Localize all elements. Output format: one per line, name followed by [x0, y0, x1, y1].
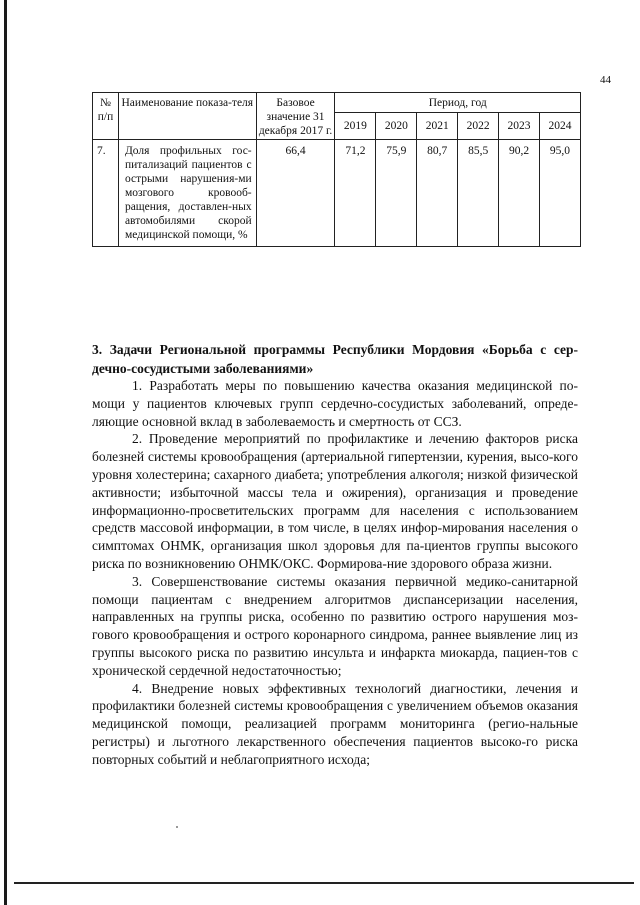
cell-year-value: 71,2	[335, 140, 376, 247]
cell-year-value: 95,0	[539, 140, 580, 247]
paragraph: 4. Внедрение новых эффективных технологий диагностики, лечения и профилактики болезней системы кровообращения с увеличением объемов оказания медицинской помощи, реализацией программ мониторинга (регио-нальные регистры) и льготного лекарственного обеспечения пациентов высоко-го риска повторных событий и неблагоприятного исхода;	[92, 680, 578, 767]
scan-edge-left	[4, 0, 7, 905]
cell-year-value: 90,2	[499, 140, 540, 247]
indicator-table	[92, 92, 581, 247]
cell-no: 7.	[93, 140, 119, 247]
scan-speck	[176, 826, 178, 828]
header-period: Период, год	[335, 93, 581, 113]
scan-edge-bottom	[14, 882, 634, 884]
paragraph: 2. Проведение мероприятий по профилактике и лечению факторов риска болезней системы кровообращения (артериальной гипертензии, курения, высо-кого уровня холестерина; сахарного диабета; употребления алкоголя; низкой физической активности; избыточной массы тела и ожирения), организация и проведение информационно-просветительских программ для населения с использованием средств массовой информации, в том числе, в целях инфор-мирования населения о симптомах ОНМК, организация школ здоровья для па-циентов группы высокого риска по возникновению ОНМК/ОКС. Формирова-ние здорового образа жизни.	[92, 431, 578, 571]
section-body	[92, 377, 578, 769]
header-year: 2022	[458, 113, 499, 140]
table-header-row	[93, 93, 581, 113]
header-year: 2024	[539, 113, 580, 140]
header-base: Базовое значение 31 декабря 2017 г.	[256, 93, 335, 140]
header-year: 2023	[499, 113, 540, 140]
paragraph: 1. Разработать меры по повышению качества оказания медицинской по-мощи у пациентов ключевых групп сердечно-сосудистых заболеваний, опреде-ляющие основной вклад в заболеваемость и смертность от ССЗ.	[92, 378, 578, 429]
paragraph: 3. Совершенствование системы оказания первичной медико-санитарной помощи пациентам с внедрением алгоритмов диспансеризации населения, направленных на группы риска, особенно по развитию острого нарушения моз-гового кровообращения и острого коронарного синдрома, раннее выявление лиц из группы высокого риска по развитию инсульта и инфаркта миокарда, пациен-тов с хронической сердечной недостаточностью;	[92, 573, 578, 678]
table-row	[93, 140, 581, 247]
header-year: 2019	[335, 113, 376, 140]
cell-year-value: 80,7	[417, 140, 458, 247]
section-title: 3. Задачи Региональной программы Республики Мордовия «Борьба с сер-дечно-сосудистыми заболеваниями»	[92, 342, 578, 376]
cell-indicator-name: Доля профильных гос-питализаций пациентов с острыми нарушения-ми мозгового кровооб-ращения, доставлен-ных автомобилями скорой медицинской помощи, %	[118, 140, 256, 247]
header-no: № п/п	[93, 93, 119, 140]
header-year: 2021	[417, 113, 458, 140]
cell-base-value: 66,4	[256, 140, 335, 247]
header-name: Наименование показа-теля	[118, 93, 256, 140]
cell-year-value: 85,5	[458, 140, 499, 247]
page-number: 44	[600, 74, 611, 86]
header-year: 2020	[376, 113, 417, 140]
cell-year-value: 75,9	[376, 140, 417, 247]
